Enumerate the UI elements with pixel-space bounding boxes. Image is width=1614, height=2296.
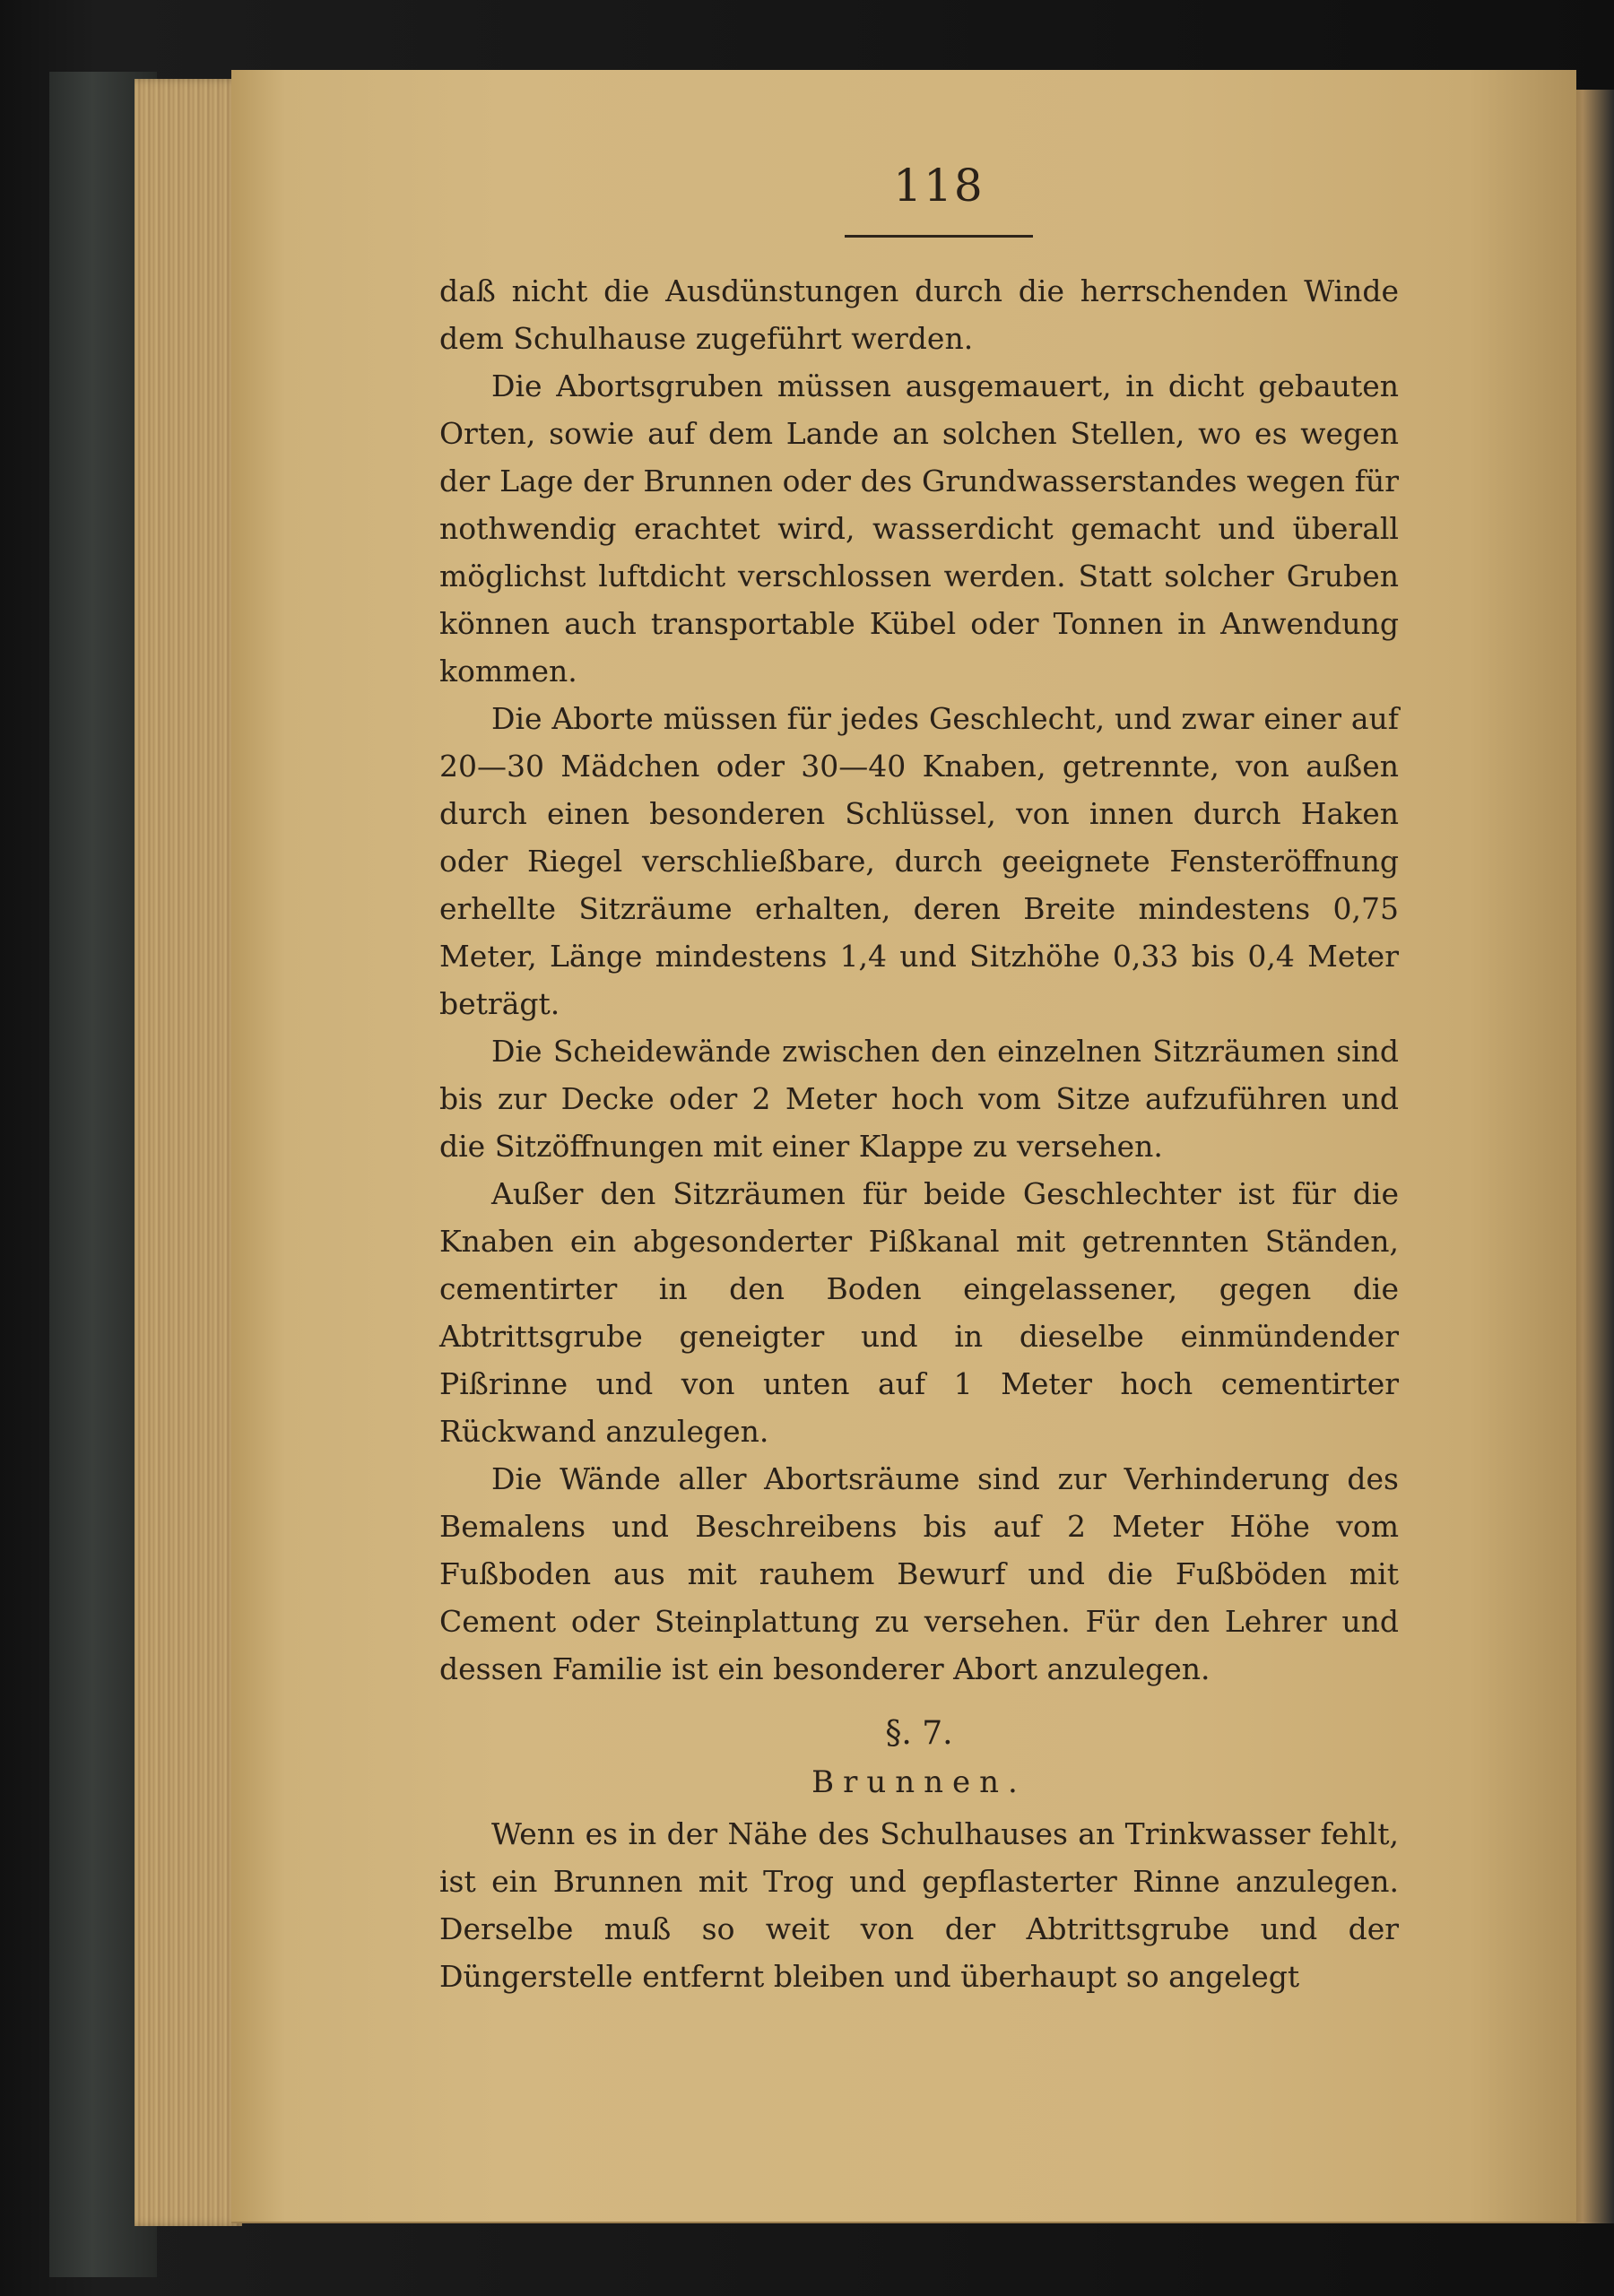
section-number: §. 7. bbox=[885, 1715, 953, 1752]
paragraph: Die Wände aller Abortsräume sind zur Verhinderung des Bemalens und Beschreibens bis auf 2 Meter Höhe vom Fußboden aus mit rauhem Bewurf und die Fußböden mit Cement oder Steinplattung zu versehen. Für den Lehrer und dessen Familie ist ein besonderer Abort anzulegen. bbox=[439, 1461, 1399, 1686]
paragraph: Außer den Sitzräumen für beide Geschlechter ist für die Knaben ein abgesonderter Pißkanal mit getrennten Ständen, cementirter in den Boden eingelassener, gegen die Abtrittsgrube geneigter und in dieselbe einmündender Pißrinne und von unten auf 1 Meter hoch cementirter Rückwand anzulegen. bbox=[439, 1176, 1399, 1449]
paragraph: Die Scheidewände zwischen den einzelnen Sitzräumen sind bis zur Decke oder 2 Meter hoch vom Sitze aufzuführen und die Sitzöffnungen mit einer Klappe zu versehen. bbox=[439, 1034, 1399, 1164]
page-header bbox=[845, 160, 1033, 240]
paragraph: Die Abortsgruben müssen ausgemauert, in dicht gebauten Orten, sowie auf dem Lande an solchen Stellen, wo es wegen der Lage der Brunnen oder des Grundwasserstandes wegen für nothwendig erachtet wird, wasserdicht gemacht und überall möglichst luftdicht verschlossen werden. Statt solcher Gruben können auch transportable Kübel oder Tonnen in Anwendung kommen. bbox=[439, 368, 1399, 689]
page-stack-edges bbox=[134, 79, 242, 2226]
paragraph: Wenn es in der Nähe des Schulhauses an Trinkwasser fehlt, ist ein Brunnen mit Trog und gepflasterter Rinne anzulegen. Derselbe muß so weit von der Abtrittsgrube und der Düngerstelle entfernt bleiben und überhaupt so angelegt bbox=[439, 1816, 1399, 1994]
paragraph: Die Aborte müssen für jedes Geschlecht, und zwar einer auf 20—30 Mädchen oder 30—40 Knaben, getrennte, von außen durch einen besonderen Schlüssel, von innen durch Haken oder Riegel verschließbare, durch geeignete Fensteröffnung erhellte Sitzräume erhalten, deren Breite mindestens 0,75 Meter, Länge mindestens 1,4 und Sitzhöhe 0,33 bis 0,4 Meter beträgt. bbox=[439, 701, 1399, 1021]
page-number: 118 bbox=[893, 160, 985, 212]
page-body bbox=[439, 267, 1399, 2000]
section-title: Brunnen. bbox=[811, 1764, 1027, 1800]
paragraph: daß nicht die Ausdünstungen durch die herrschenden Winde dem Schulhause zugeführt werden. bbox=[439, 273, 1399, 356]
header-rule bbox=[845, 235, 1033, 238]
